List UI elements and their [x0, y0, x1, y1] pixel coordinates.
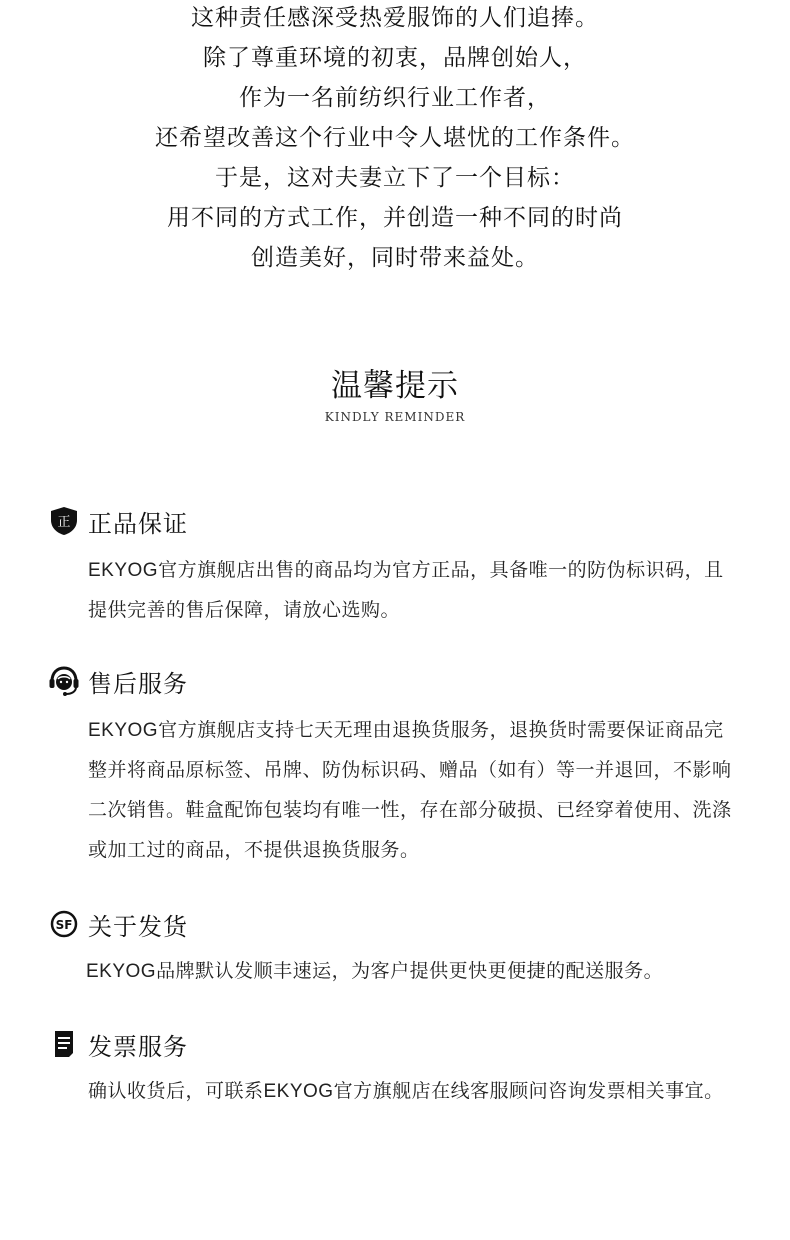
- shield-zheng-icon: [48, 505, 80, 537]
- intro-line: 于是，这对夫妻立下了一个目标：: [215, 165, 575, 191]
- intro-line: 这种责任感深受热爱服饰的人们追捧。: [191, 5, 599, 31]
- section-body: EKYOG官方旗舰店出售的商品均为官方正品，具备唯一的防伪标识码，且提供完善的售后保障，请放心选购。: [88, 560, 724, 621]
- section-header: [48, 908, 188, 940]
- section-body: 确认收货后，可联系EKYOG官方旗舰店在线客服顾问咨询发票相关事宜。: [88, 1081, 724, 1102]
- section-header: [48, 1028, 188, 1060]
- svg-text:正: 正: [57, 515, 71, 530]
- section-title: 售后服务: [88, 669, 188, 698]
- section-title: 正品保证: [88, 509, 188, 538]
- section-body: EKYOG官方旗舰店支持七天无理由退换货服务，退换货时需要保证商品完整并将商品原标签、吊牌、防伪标识码、赠品（如有）等一并退回，不影响二次销售。鞋盒配饰包装均有唯一性，存在部分破损、已经穿着使用、洗涤或加工过的商品，不提供退换货服务。: [88, 720, 732, 861]
- intro-line: 创造美好，同时带来益处。: [251, 245, 539, 271]
- section-title: 发票服务: [88, 1032, 188, 1061]
- section-header: [48, 665, 188, 697]
- invoice-document-icon: [48, 1028, 80, 1060]
- intro-line: 用不同的方式工作，并创造一种不同的时尚: [167, 205, 623, 231]
- sf-express-icon: [48, 908, 80, 940]
- reminder-subtitle: KINDLY REMINDER: [324, 410, 466, 424]
- reminder-title: 温馨提示: [331, 368, 459, 404]
- section-title: 关于发货: [88, 912, 188, 941]
- section-body: EKYOG品牌默认发顺丰速运，为客户提供更快更便捷的配送服务。: [86, 961, 664, 982]
- intro-line: 除了尊重环境的初衷，品牌创始人，: [203, 45, 587, 71]
- headset-service-icon: [48, 665, 80, 697]
- brand-story-text: [0, 0, 790, 278]
- svg-text:SF: SF: [55, 918, 73, 932]
- section-header: [48, 505, 188, 537]
- intro-line: 作为一名前纺织行业工作者，: [239, 85, 551, 111]
- intro-line: 还希望改善这个行业中令人堪忧的工作条件。: [155, 125, 635, 151]
